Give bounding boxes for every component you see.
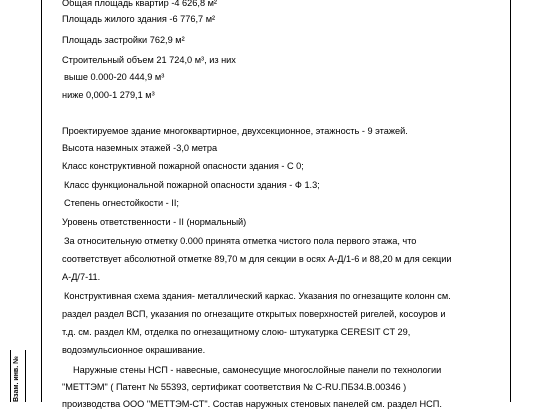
text-line: Проектируемое здание многоквартирное, двухсекционное, этажность - 9 этажей. — [62, 126, 408, 136]
text-line: Строительный объем 21 724,0 м³, из них — [62, 55, 236, 65]
text-line: Класс конструктивной пожарной опасности здания - С 0; — [62, 161, 304, 171]
text-line: ниже 0,000-1 279,1 м³ — [62, 90, 155, 100]
text-line: Высота наземных этажей -3,0 метра — [62, 143, 218, 153]
text-line: Площадь застройки 762,9 м² — [62, 35, 185, 45]
text-line: Конструктивная схема здания- металлический каркас. Указания по огнезащите колонн см. — [64, 291, 451, 301]
frame-right-border — [510, 0, 511, 402]
text-line: Наружные стены НСП - навесные, самонесущие многослойные панели по технологии — [73, 365, 442, 375]
text-line: выше 0.000-20 444,9 м³ — [64, 72, 165, 82]
text-line: производства ООО "МЕТТЭМ-СТ". Состав наружных стеновых панелей см. раздел НСП. — [62, 399, 442, 409]
text-line: А-Д/7-11. — [62, 272, 101, 282]
text-line: т.д. см. раздел КМ, отделка по огнезащитному слою- штукатурка CERESIT CT 29, — [62, 327, 411, 337]
text-line: соответствует абсолютной отметке 89,70 м для секции в осях А-Д/1-6 и 88,20 м для секции — [62, 254, 452, 264]
text-line: Класс функциональной пожарной опасности здания - Ф 1.3; — [64, 180, 320, 190]
frame-left-border — [41, 0, 42, 402]
text-line: Уровень ответственности - II (нормальный) — [62, 217, 247, 227]
text-line: Степень огнестойкости - II; — [64, 198, 179, 208]
text-line: Общая площадь квартир -4 626,8 м² — [62, 0, 217, 8]
text-line: раздел раздел ВСП, указания по огнезащите открытых поверхностей ригелей, косоуров и — [62, 309, 446, 319]
stamp-label: Взам. инв. № — [13, 356, 20, 402]
stamp-column-field — [24, 350, 42, 402]
text-line: водоэмульсионное окрашивание. — [62, 345, 206, 355]
text-line: За относительную отметку 0.000 принята отметка чистого пола первого этажа, что — [64, 236, 417, 246]
text-line: "МЕТТЭМ" ( Патент № 55393, сертификат соответствия № C-RU.ПБ34.В.00346 ) — [62, 382, 407, 392]
text-line: Площадь жилого здания -6 776,7 м² — [62, 14, 216, 24]
